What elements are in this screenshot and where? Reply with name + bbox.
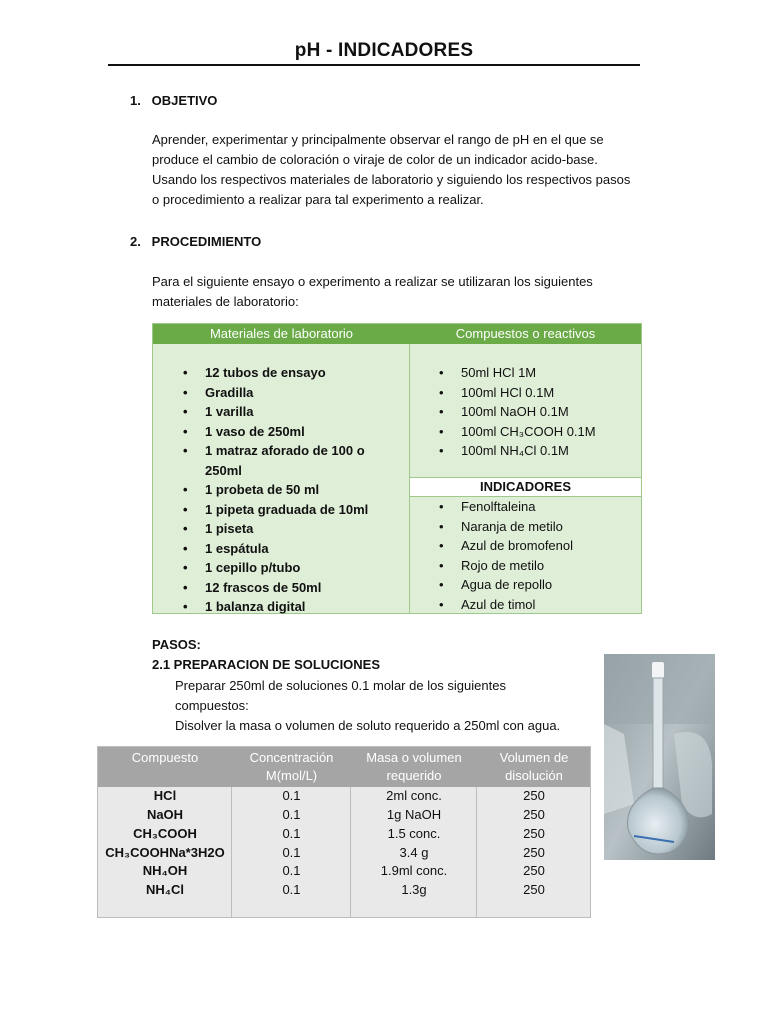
- reagents-list: [439, 363, 639, 461]
- materials-table-header: [153, 324, 641, 344]
- paragraph-line: Disolver la masa o volumen de soluto requerido a 250ml con agua.: [175, 718, 561, 733]
- list-item: • 100ml NaOH 0.1M: [439, 402, 639, 422]
- table-row: CH₃COOH 0.1 1.5 conc. 250: [133, 826, 545, 841]
- list-item: • 100ml CH₃COOH 0.1M: [439, 422, 639, 442]
- flask-photo: [604, 654, 715, 860]
- indicators-header: INDICADORES: [410, 477, 641, 497]
- materials-table: [152, 323, 642, 614]
- header-materiales: Materiales de laboratorio: [209, 326, 354, 341]
- list-item: • Rojo de metilo: [439, 556, 639, 576]
- header-concentracion: Concentración M(mol/L): [249, 750, 334, 783]
- subheading-preparacion: 2.1 PREPARACION DE SOLUCIONES: [152, 657, 381, 672]
- table-row: NaOH 0.1 1g NaOH 250: [146, 807, 545, 822]
- list-item: • Gradilla: [183, 383, 408, 403]
- paragraph-line: Usando los respectivos materiales de laboratorio y siguiendo los respectivos pasos: [152, 172, 631, 187]
- procedimiento-paragraph: [152, 272, 593, 312]
- paragraph-line: Para el siguiente ensayo o experimento a realizar se utilizaran los siguientes: [152, 274, 593, 289]
- indicators-cell: [410, 497, 641, 613]
- list-item: • Fenolftaleina: [439, 497, 639, 517]
- paragraph-line: Preparar 250ml de soluciones 0.1 molar de los siguientes: [175, 678, 506, 693]
- list-item: • 1 piseta: [183, 519, 408, 539]
- list-item: • 1 pipeta graduada de 10ml: [183, 500, 408, 520]
- list-item: • 50ml HCl 1M: [439, 363, 639, 383]
- list-item-text: 1 matraz aforado de 100 o: [205, 443, 365, 458]
- header-masa-volumen: Masa o volumen requerido: [366, 750, 462, 783]
- compounds-table: [97, 746, 591, 918]
- list-item: • 1 probeta de 50 ml: [183, 480, 408, 500]
- paragraph-line: produce el cambio de coloración o viraje de color de un indicador acido-base.: [152, 152, 598, 167]
- header-compuestos: Compuestos o reactivos: [455, 326, 596, 341]
- header-volumen-disolucion: Volumen de disolución: [499, 750, 569, 783]
- list-item: • 1 cepillo p/tubo: [183, 558, 408, 578]
- list-item: • 1 espátula: [183, 539, 408, 559]
- table-row: HCl 0.1 2ml conc. 250: [153, 788, 545, 803]
- section-heading-procedimiento: 2. PROCEDIMIENTO: [130, 234, 262, 249]
- paragraph-line: compuestos:: [175, 698, 249, 713]
- paragraph-line: materiales de laboratorio:: [152, 294, 299, 309]
- list-item: • Naranja de metilo: [439, 517, 639, 537]
- list-item: • 12 frascos de 50ml: [183, 578, 408, 598]
- table-row: CH₃COOHNa*3H2O 0.1 3.4 g 250: [105, 845, 545, 860]
- table-row: NH₄OH 0.1 1.9ml conc. 250: [142, 863, 545, 878]
- compounds-table-header: [98, 747, 590, 787]
- paragraph-line: o procedimiento a realizar para tal experimento a realizar.: [152, 192, 484, 207]
- document-title: pH - INDICADORES: [294, 40, 474, 61]
- table-row: NH₄Cl 0.1 1.3g 250: [146, 882, 545, 897]
- indicators-list: [439, 497, 639, 614]
- list-item-text: 250ml: [205, 462, 242, 478]
- steps-paragraph: [175, 676, 560, 736]
- section-heading-objetivo: 1. OBJETIVO: [130, 93, 218, 108]
- list-item: • Azul de bromofenol: [439, 536, 639, 556]
- list-item: [183, 441, 408, 480]
- pasos-label: PASOS:: [152, 637, 201, 652]
- header-compuesto: Compuesto: [131, 750, 199, 765]
- objetivo-paragraph: [152, 130, 630, 210]
- materials-cell: [153, 344, 410, 613]
- materials-list: [183, 363, 408, 617]
- list-item: • 100ml HCl 0.1M: [439, 383, 639, 403]
- list-item: • 12 tubos de ensayo: [183, 363, 408, 383]
- list-item: • Azul de timol: [439, 595, 639, 615]
- title-underline: [108, 64, 640, 66]
- list-item: • 1 varilla: [183, 402, 408, 422]
- reagents-cell: [410, 344, 641, 477]
- list-item: • 100ml NH₄Cl 0.1M: [439, 441, 639, 461]
- paragraph-line: Aprender, experimentar y principalmente observar el rango de pH en el que se: [152, 132, 604, 147]
- list-item: • 1 vaso de 250ml: [183, 422, 408, 442]
- list-item: • 1 balanza digital: [183, 597, 408, 617]
- list-item: • Agua de repollo: [439, 575, 639, 595]
